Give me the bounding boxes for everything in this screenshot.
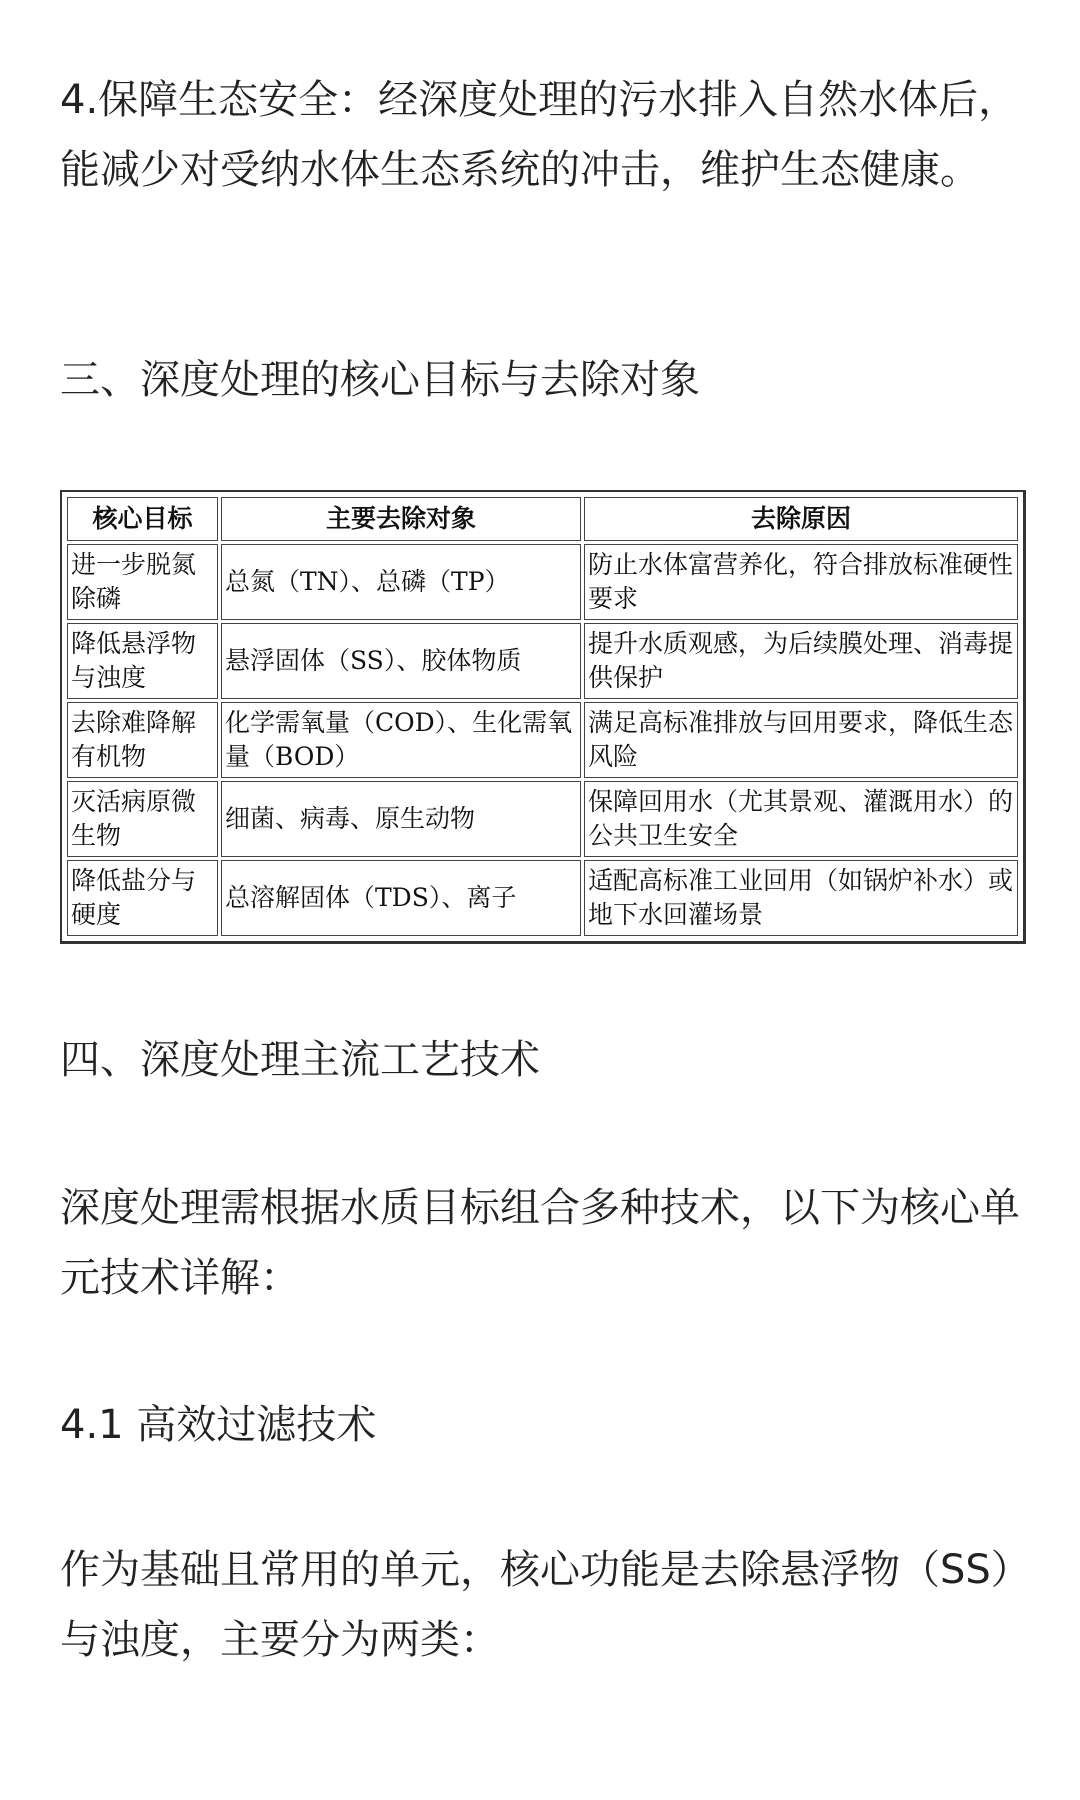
table-cell: 去除难降解有机物 <box>67 702 218 778</box>
table-cell: 总溶解固体（TDS）、离子 <box>221 860 581 936</box>
table-cell: 悬浮固体（SS）、胶体物质 <box>221 623 581 699</box>
table-cell: 细菌、病毒、原生动物 <box>221 781 581 857</box>
subsection-heading-4-1: 4.1 高效过滤技术 <box>60 1402 377 1448</box>
table-header-cell: 主要去除对象 <box>221 497 581 541</box>
table-row <box>67 623 1018 699</box>
table-header-row <box>67 497 1018 541</box>
table-row <box>67 781 1018 857</box>
table-row <box>67 860 1018 936</box>
table-header-cell: 去除原因 <box>584 497 1018 541</box>
goals-table-frame <box>60 490 1026 944</box>
table-cell: 降低悬浮物与浊度 <box>67 623 218 699</box>
section-heading-3: 三、深度处理的核心目标与去除对象 <box>60 357 700 403</box>
table-cell: 总氮（TN）、总磷（TP） <box>221 544 581 620</box>
table-cell: 提升水质观感，为后续膜处理、消毒提供保护 <box>584 623 1018 699</box>
table-cell: 进一步脱氮除磷 <box>67 544 218 620</box>
paragraph-ecological-safety: 4.保障生态安全：经深度处理的污水排入自然水体后，能减少对受纳水体生态系统的冲击，维护生态健康。 <box>60 77 1019 193</box>
table-cell: 适配高标准工业回用（如锅炉补水）或地下水回灌场景 <box>584 860 1018 936</box>
table-cell: 化学需氧量（COD）、生化需氧量（BOD） <box>221 702 581 778</box>
table-cell: 保障回用水（尤其景观、灌溉用水）的公共卫生安全 <box>584 781 1018 857</box>
table-row <box>67 702 1018 778</box>
table-cell: 灭活病原微生物 <box>67 781 218 857</box>
table-cell: 满足高标准排放与回用要求，降低生态风险 <box>584 702 1018 778</box>
table-row <box>67 544 1018 620</box>
goals-table <box>64 494 1021 939</box>
section-heading-4: 四、深度处理主流工艺技术 <box>60 1037 540 1083</box>
table-cell: 防止水体富营养化，符合排放标准硬性要求 <box>584 544 1018 620</box>
paragraph-filtration-intro: 作为基础且常用的单元，核心功能是去除悬浮物（SS）与浊度，主要分为两类： <box>60 1547 1011 1663</box>
table-cell: 降低盐分与硬度 <box>67 860 218 936</box>
paragraph-tech-intro: 深度处理需根据水质目标组合多种技术，以下为核心单元技术详解： <box>60 1185 1020 1301</box>
table-header-cell: 核心目标 <box>67 497 218 541</box>
